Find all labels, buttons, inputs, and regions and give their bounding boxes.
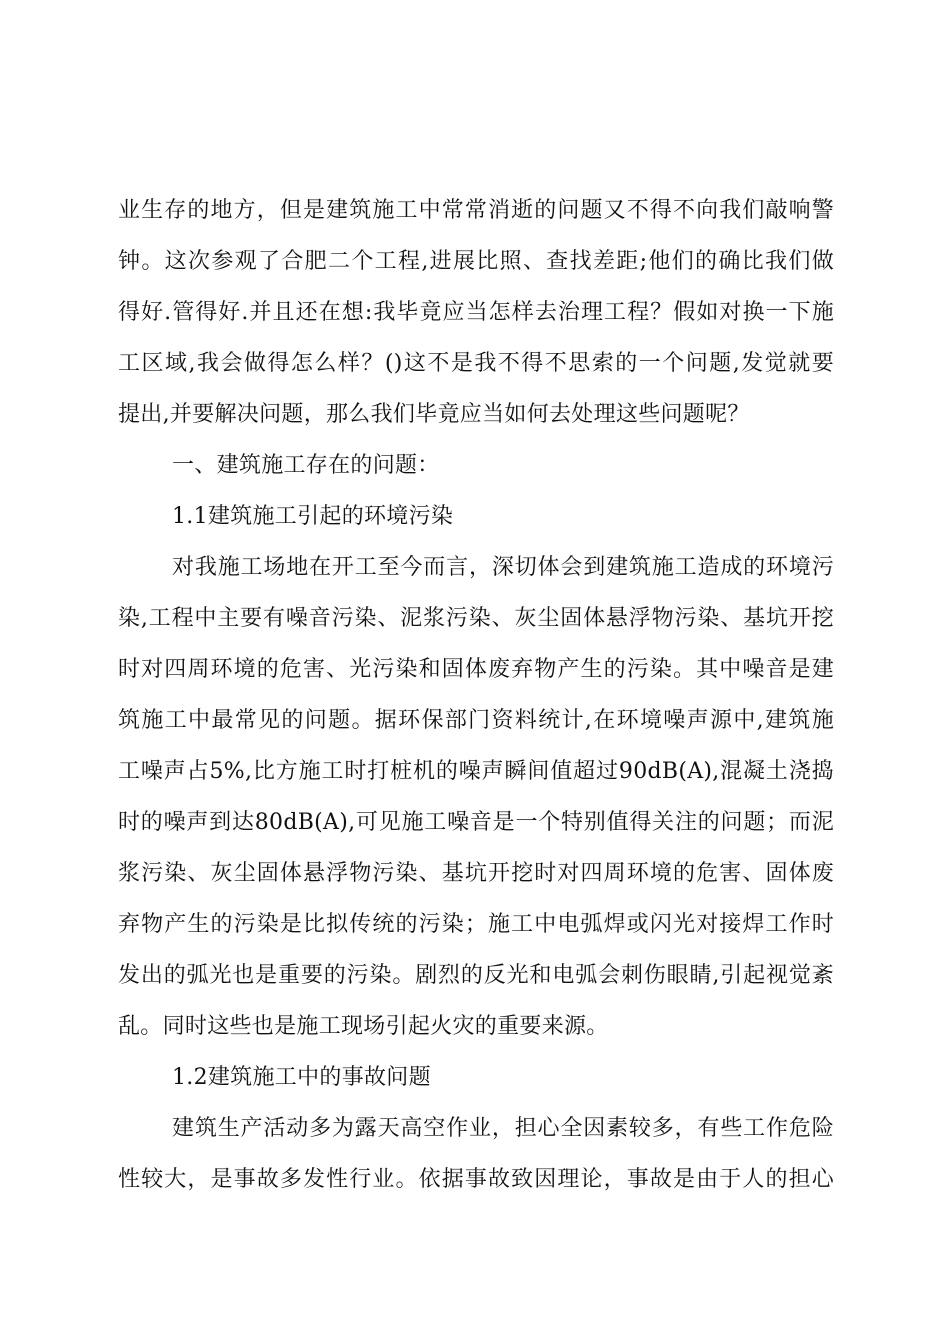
- paragraph-line: 钟。这次参观了合肥二个工程,进展比照、查找差距;他们的确比我们做: [118, 249, 834, 274]
- document-body: [118, 185, 834, 1205]
- paragraph-line: 提出,并要解决问题，那么我们毕竟应当如何去处理这些问题呢？: [118, 402, 750, 427]
- paragraph-line: 乱。同时这些也是施工现场引起火灾的重要来源。: [118, 1014, 609, 1039]
- paragraph-line: 发出的弧光也是重要的污染。剧烈的反光和电弧会刺伤眼睛,引起视觉紊: [118, 963, 834, 988]
- paragraph-line: 弃物产生的污染是比拟传统的污染；施工中电弧焊或闪光对接焊工作时: [118, 912, 834, 937]
- paragraph-line: 工区域,我会做得怎么样？()这不是我不得不思索的一个问题,发觉就要: [118, 351, 834, 376]
- paragraph-line: 对我施工场地在开工至今而言，深切体会到建筑施工造成的环境污: [172, 555, 834, 580]
- paragraph-line: 工噪声占5%,比方施工时打桩机的噪声瞬间值超过90dB(A),混凝土浇捣: [118, 759, 834, 784]
- paragraph-line: 筑施工中最常见的问题。据环保部门资料统计,在环境噪声源中,建筑施: [118, 708, 834, 733]
- paragraph-line: 建筑生产活动多为露天高空作业，担心全因素较多，有些工作危险: [172, 1116, 834, 1141]
- paragraph-line: 业生存的地方，但是建筑施工中常常消逝的问题又不得不向我们敲响警: [118, 198, 834, 223]
- paragraph-line: 浆污染、灰尘固体悬浮物污染、基坑开挖时对四周环境的危害、固体废: [118, 861, 834, 886]
- subsection-heading: 1.2建筑施工中的事故问题: [172, 1065, 431, 1090]
- paragraph-line: 染,工程中主要有噪音污染、泥浆污染、灰尘固体悬浮物污染、基坑开挖: [118, 606, 834, 631]
- paragraph-line: 时对四周环境的危害、光污染和固体废弃物产生的污染。其中噪音是建: [118, 657, 834, 682]
- paragraph-line: 得好.管得好.并且还在想:我毕竟应当怎样去治理工程？假如对换一下施: [118, 300, 834, 325]
- section-heading: 一、建筑施工存在的问题：: [172, 453, 440, 478]
- paragraph-line: 时的噪声到达80dB(A),可见施工噪音是一个特别值得关注的问题；而泥: [118, 810, 834, 835]
- subsection-heading: 1.1建筑施工引起的环境污染: [172, 504, 454, 529]
- paragraph-line: 性较大，是事故多发性行业。依据事故致因理论，事故是由于人的担心: [118, 1167, 834, 1192]
